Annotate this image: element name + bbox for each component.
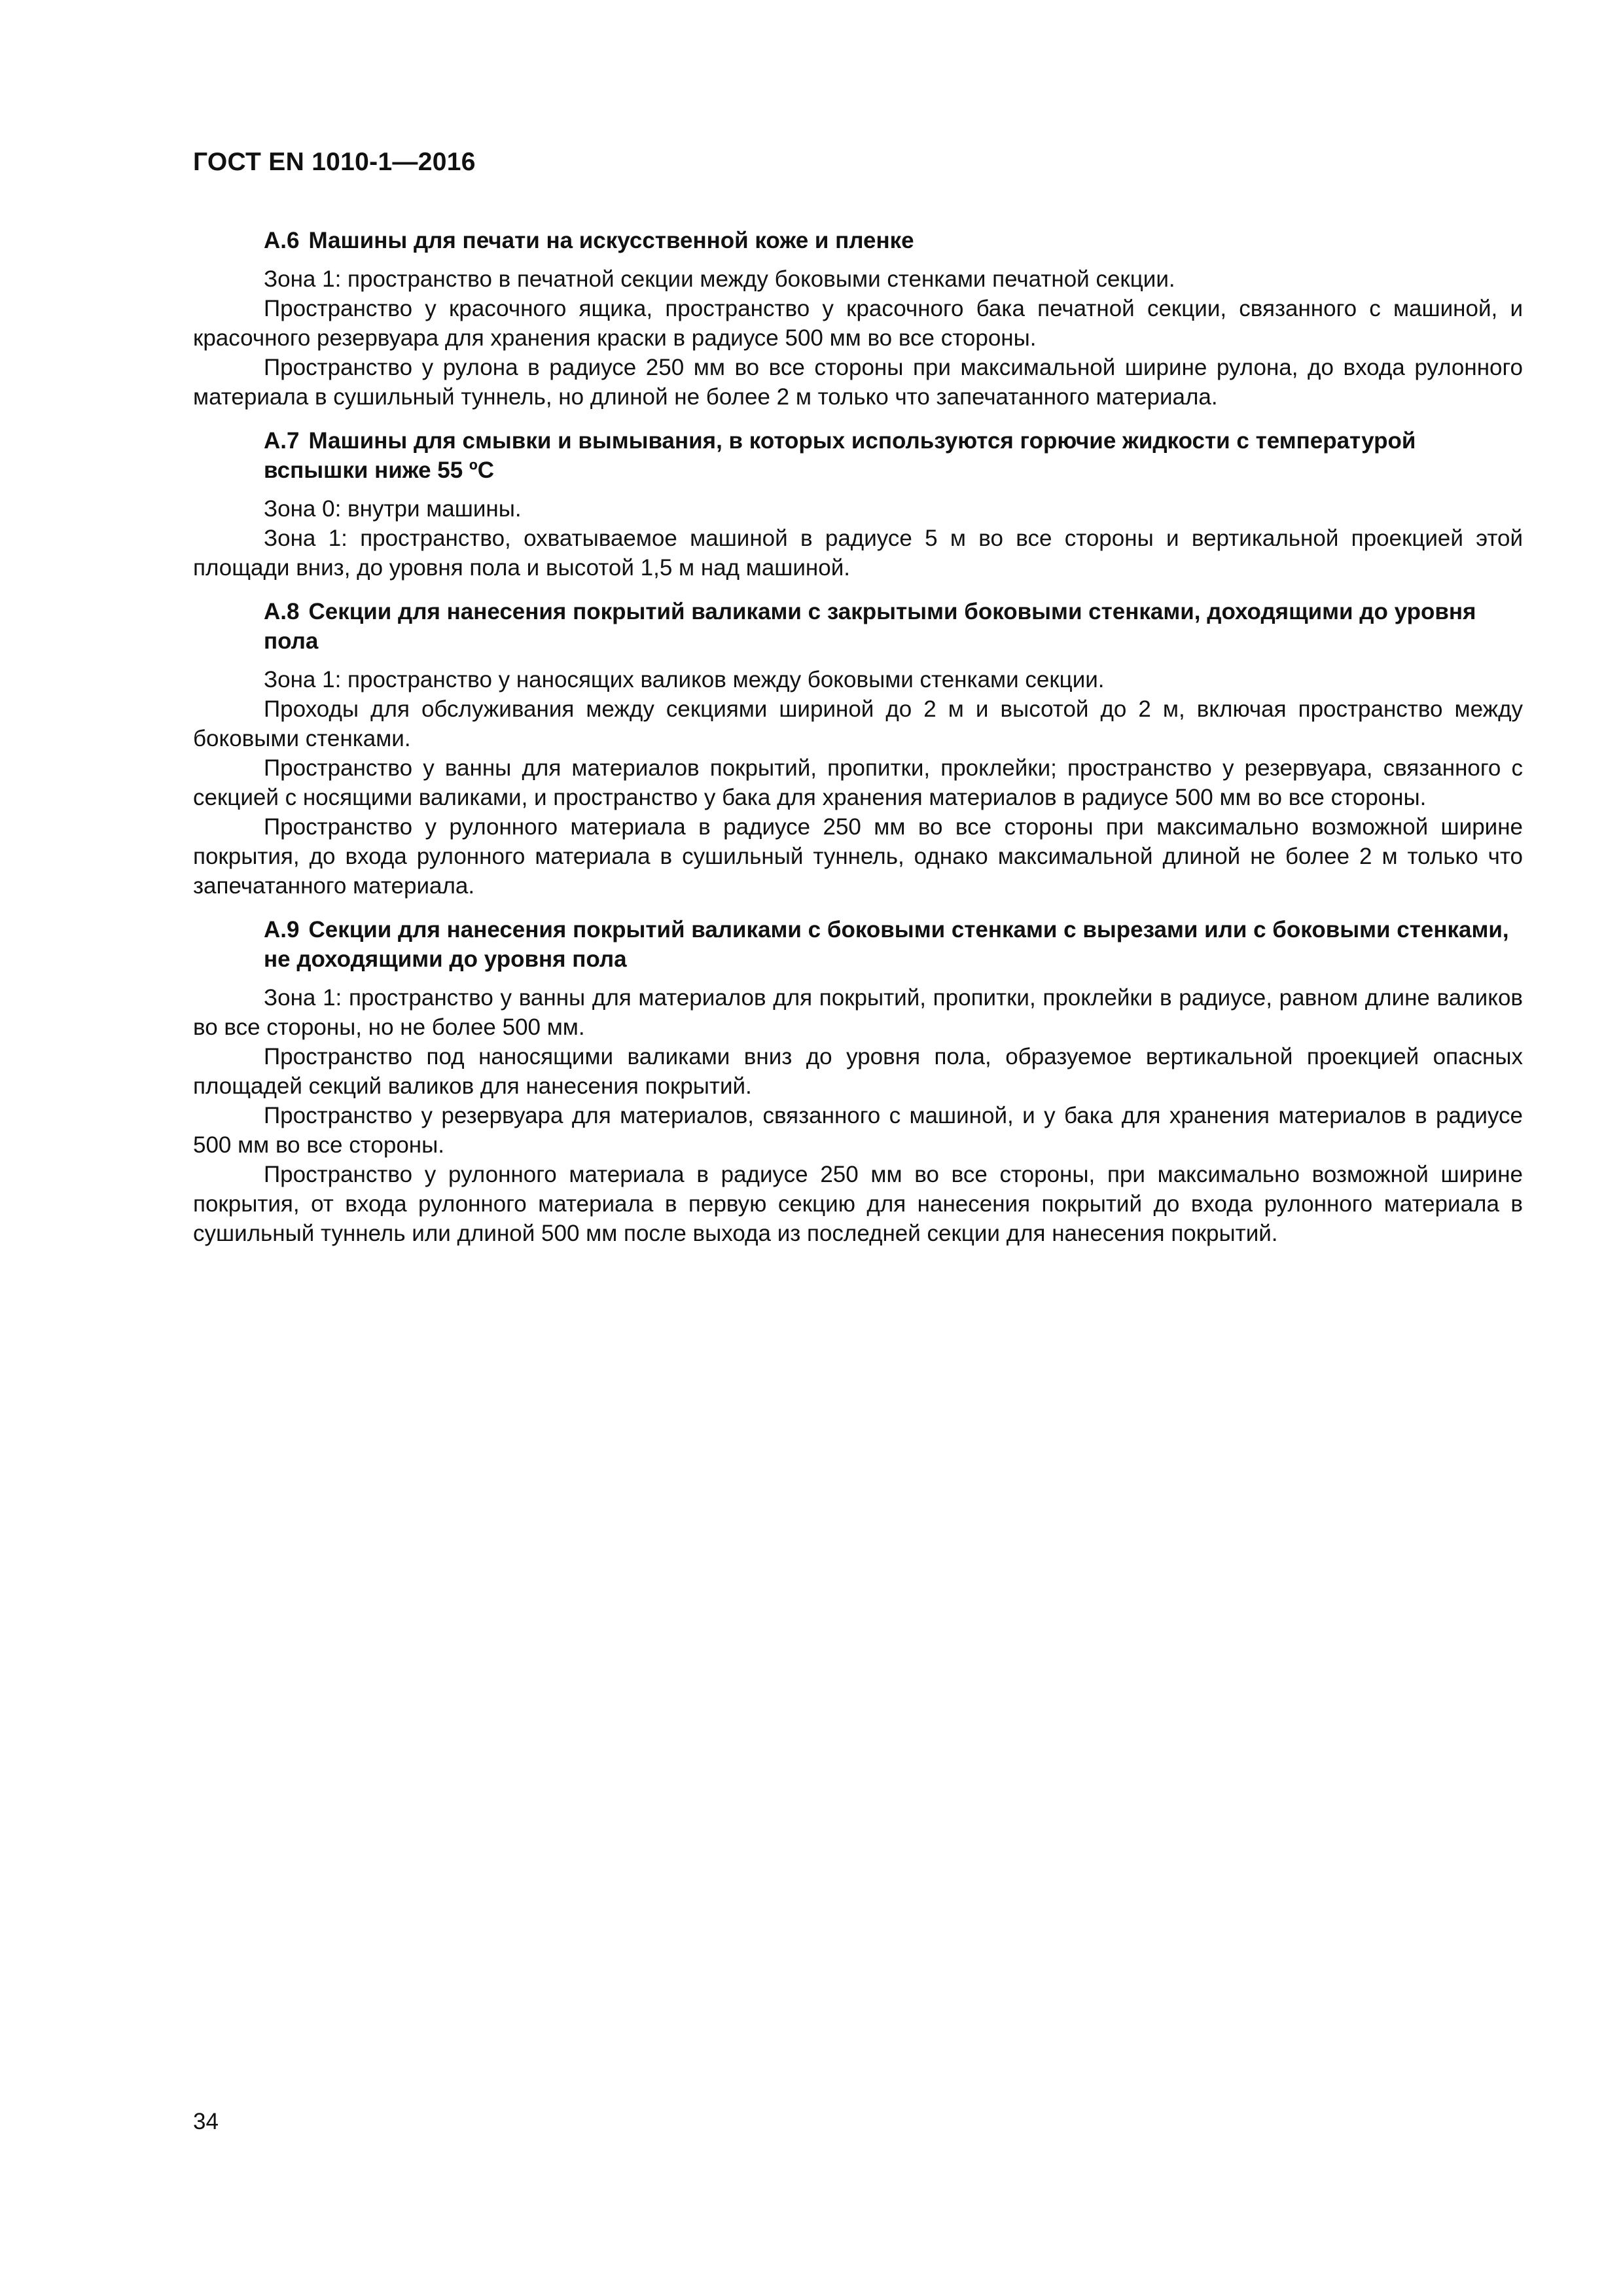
paragraph: Пространство под наносящими валиками вниз до уровня пола, образуемое вертикальной проекцией опасных площадей секций валиков для нанесения покрытий. <box>193 1044 1523 1099</box>
paragraph: Пространство у рулонного материала в радиусе 250 мм во все стороны при максимально возможной ширине покрытия, до входа рулонного материала в сушильный туннель, однако максимальной длиной не более 2 м только что запечатанного материала. <box>193 814 1523 899</box>
section-title: Секции для нанесения покрытий валиками с закрытыми боковыми стенками, доходящими до уровня пола <box>264 599 1476 654</box>
section-heading <box>193 597 1523 656</box>
section-a8 <box>193 597 1523 901</box>
section-a7 <box>193 426 1523 583</box>
section-heading <box>193 226 1523 255</box>
section-number: А.7 <box>264 428 300 454</box>
paragraph: Пространство у ванны для материалов покрытий, пропитки, проклейки; пространство у резервуара, связанного с секцией с носящими валиками, и пространство у бака для хранения материалов в радиусе 500 мм во все стороны. <box>193 755 1523 810</box>
section-title: Машины для смывки и вымывания, в которых используются горючие жидкости с температурой вспышки ниже 55 ºС <box>264 428 1416 483</box>
page-number: 34 <box>193 2109 219 2134</box>
paragraph: Зона 1: пространство у наносящих валиков между боковыми стенками секции. <box>264 667 1105 692</box>
paragraph: Зона 1: пространство у ванны для материалов для покрытий, пропитки, проклейки в радиусе, равном длине валиков во все стороны, но не более 500 мм. <box>193 985 1523 1040</box>
section-a6 <box>193 226 1523 412</box>
section-a9 <box>193 915 1523 1248</box>
paragraph: Зона 0: внутри машины. <box>264 496 522 522</box>
paragraph: Зона 1: пространство в печатной секции между боковыми стенками печатной секции. <box>264 266 1175 292</box>
paragraph: Пространство у рулонного материала в радиусе 250 мм во все стороны, при максимально возможной ширине покрытия, от входа рулонного материала в первую секцию для нанесения покрытий до входа рулонного материала в сушильный туннель или длиной 500 мм после выхода из последней секции для нанесения покрытий. <box>193 1162 1523 1246</box>
section-number: А.8 <box>264 599 300 624</box>
paragraph: Пространство у резервуара для материалов, связанного с машиной, и у бака для хранения материалов в радиусе 500 мм во все стороны. <box>193 1103 1523 1158</box>
section-number: А.9 <box>264 917 300 942</box>
section-number: А.6 <box>264 228 300 253</box>
paragraph: Пространство у красочного ящика, пространство у красочного бака печатной секции, связанного с машиной, и красочного резервуара для хранения краски в радиусе 500 мм во все стороны. <box>193 296 1523 351</box>
section-heading <box>193 915 1523 974</box>
paragraph: Пространство у рулона в радиусе 250 мм во все стороны при максимальной ширине рулона, до входа рулонного материала в сушильный туннель, но длиной не более 2 м только что запечатанного материала. <box>193 355 1523 410</box>
document-body <box>193 226 1523 1263</box>
paragraph: Зона 1: пространство, охватываемое машиной в радиусе 5 м во все стороны и вертикальной проекцией этой площади вниз, до уровня пола и высотой 1,5 м над машиной. <box>193 526 1523 581</box>
section-heading <box>193 426 1523 485</box>
section-title: Секции для нанесения покрытий валиками с боковыми стенками с вырезами или с боковыми стенками, не доходящими до уровня пола <box>264 917 1509 972</box>
document-header: ГОСТ EN 1010-1—2016 <box>193 148 476 176</box>
paragraph: Проходы для обслуживания между секциями шириной до 2 м и высотой до 2 м, включая пространство между боковыми стенками. <box>193 696 1523 751</box>
section-title: Машины для печати на искусственной коже и пленке <box>308 228 914 253</box>
